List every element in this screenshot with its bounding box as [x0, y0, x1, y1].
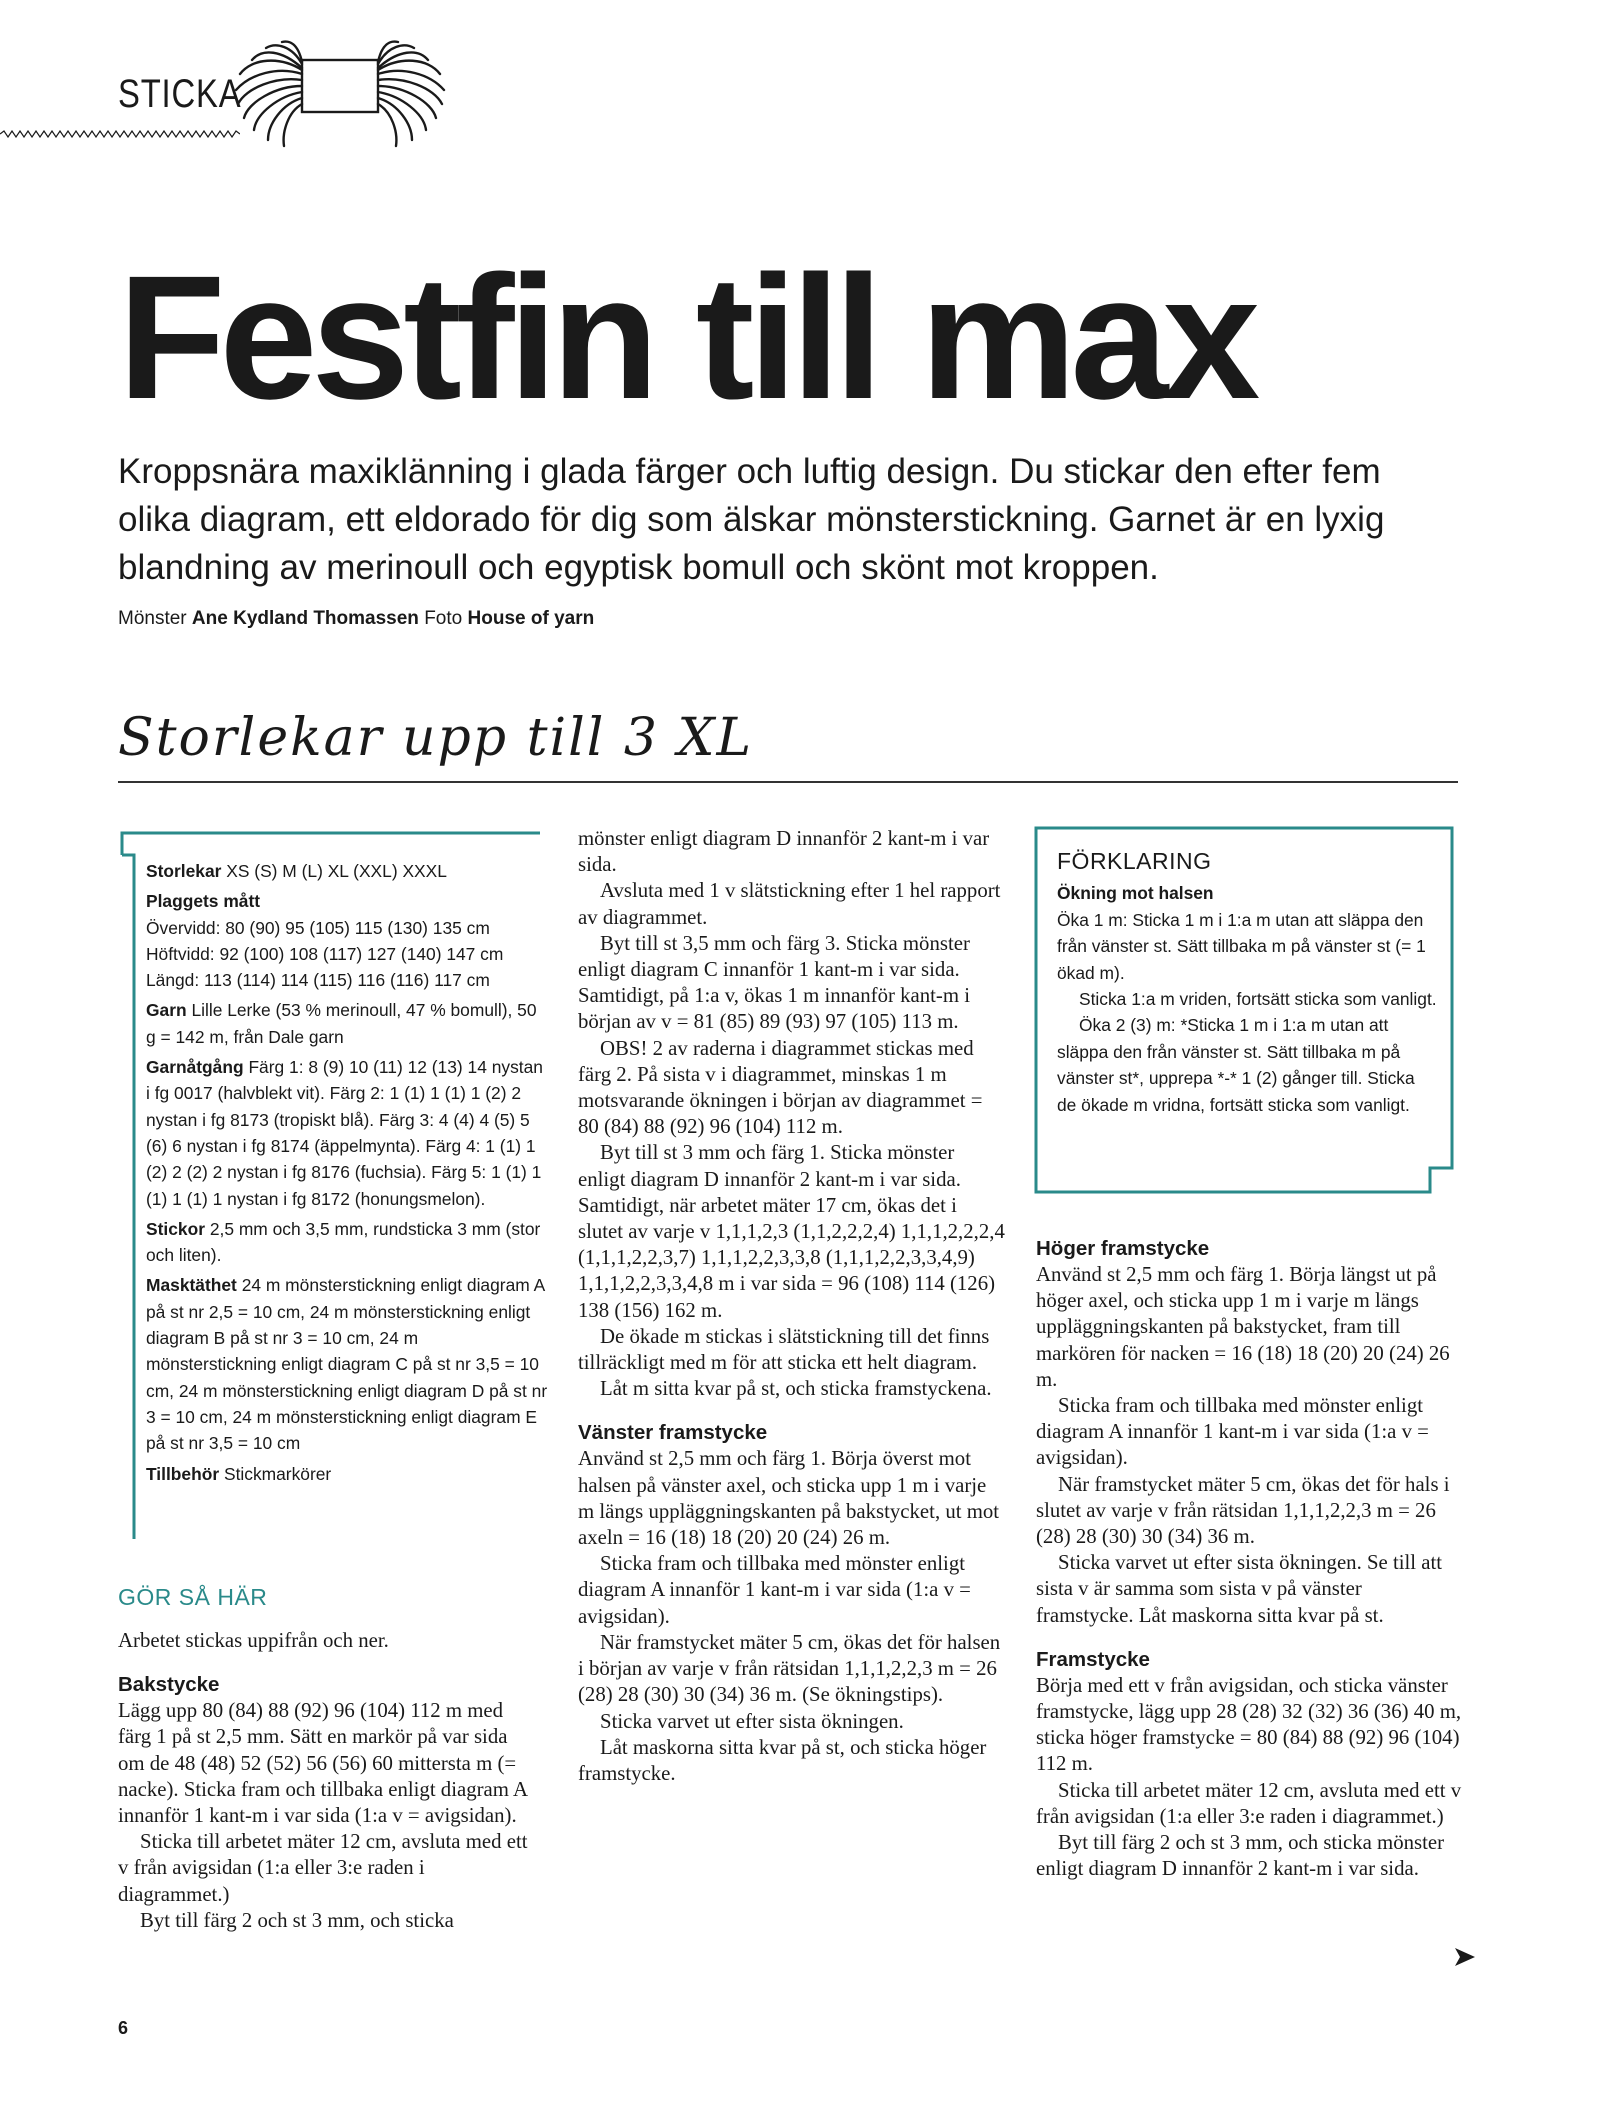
body-paragraph: OBS! 2 av raderna i diagrammet stickas med färg 2. På sista v i diagrammet, minskas 1 m motsvarande ökningen i början av diagrammet = 80 (84) 88 (92) 96 (104) 112 m.: [578, 1036, 983, 1139]
measure-label: Plaggets mått: [146, 891, 261, 912]
page-number: 6: [118, 2018, 129, 2038]
yarn-amount-label: Garnåtgång: [146, 1057, 244, 1078]
column-2-text: [578, 826, 1006, 1787]
designer-name: Ane Kydland Thomassen: [191, 608, 419, 629]
accessories-label: Tillbehör: [146, 1463, 220, 1484]
back-paragraph: Lägg upp 80 (84) 88 (92) 96 (104) 112 m med färg 1 på st 2,5 mm. Sätt en markör på var sida om de 48 (48) 52 (52) 56 (56) 60 mittersta m (= nacke). Sticka fram och tillbaka enligt diagram A innanför 1 kant-m i var sida (1:a v = avigsidan).: [118, 1699, 527, 1828]
body-paragraph: Sticka fram och tillbaka med mönster enligt diagram A innanför 1 kant-m i var sida (1:a v = avigsidan).: [1036, 1394, 1429, 1470]
left-front-heading: Vänster framstycke: [578, 1421, 768, 1445]
body-paragraph: När framstycket mäter 5 cm, ökas det för hals i slutet av varje v från rätsidan 1,1,1,2,2,3 m = 26 (28) 28 (30) 30 (34) 36 m.: [1036, 1472, 1450, 1549]
measure-length: Längd: 113 (114) 114 (115) 116 (116) 117 cm: [146, 970, 490, 991]
body-paragraph: Använd st 2,5 mm och färg 1. Börja överst mot halsen på vänster axel, och sticka upp 1 m i varje m längs uppläggningskanten på bakstycket, ut mot axeln = 16 (18) 18 (20) 20 (24) 26 m.: [578, 1447, 1000, 1550]
body-paragraph: mönster enligt diagram D innanför 2 kant-m i var sida.: [578, 827, 990, 877]
needles-value: 2,5 mm och 3,5 mm, rundsticka 3 mm (stor och liten).: [146, 1218, 541, 1266]
column-3-text: [1036, 1236, 1464, 1882]
measure-hip: Höftvidd: 92 (100) 108 (117) 127 (140) 147 cm: [146, 943, 504, 964]
explanation-box: [1057, 848, 1437, 1118]
yarn-amount-value: Färg 1: 8 (9) 10 (11) 12 (13) 14 nystan i fg 0017 (halvblekt vit). Färg 2: 1 (1) 1 (1) 1 (2) 2 nystan i fg 8173 (tropiskt blå). Färg 3: 4 (4) 4 (5) 5 (6) 6 nystan i fg 8174 (äppelmynta). Färg 4: 1 (1) 1 (2) 2 (2) 2 nystan i fg 8176 (fuchsia). Färg 5: 1 (1) 1 (1) 1 (1) 1 nystan i fg 8172 (honungsmelon).: [146, 1057, 543, 1209]
explanation-heading: FÖRKLARING: [1057, 848, 1212, 874]
gauge-label: Masktäthet: [146, 1275, 237, 1296]
specs-list: [146, 858, 551, 1491]
body-paragraph: Sticka fram och tillbaka med mönster enligt diagram A innanför 1 kant-m i var sida (1:a v = avigsidan).: [578, 1552, 971, 1628]
credits: [118, 608, 594, 630]
body-paragraph: Använd st 2,5 mm och färg 1. Börja längst ut på höger axel, och sticka upp 1 m i varje m längs uppläggningskanten på bakstycket, fram till markören för nacken = 16 (18) 18 (20) 20 (24) 26 m.: [1036, 1263, 1450, 1391]
body-paragraph: De ökade m stickas i slätstickning till det finns tillräckligt med m för att sticka ett helt diagram.: [578, 1324, 990, 1375]
body-paragraph: När framstycket mäter 5 cm, ökas det för halsen i början av varje v från rätsidan 1,1,1,2,2,3 m = 26 (28) 28 (30) 30 (34) 36 m. (Se ökningstips).: [578, 1630, 1001, 1707]
lead-paragraph: Kroppsnära maxiklänning i glada färger och luftig design. Du stickar den efter fem olika diagram, ett eldorado för dig som älskar mönsterstickning. Garnet är en lyxig blandning av merinoull och egyptisk bomull och skönt mot kroppen.: [118, 452, 1385, 587]
explanation-text: Sticka 1:a m vriden, fortsätt sticka som vanligt.: [1079, 989, 1437, 1010]
section-label: STICKA: [118, 72, 242, 116]
intro-text: Arbetet stickas uppifrån och ner.: [118, 1629, 389, 1652]
column-1-text: [118, 1628, 538, 1934]
body-paragraph: Sticka till arbetet mäter 12 cm, avsluta med ett v från avigsidan (1:a eller 3:e raden i diagrammet.): [1036, 1778, 1462, 1828]
right-front-heading: Höger framstycke: [1036, 1237, 1210, 1260]
body-paragraph: Byt till st 3 mm och färg 1. Sticka mönster enligt diagram D innanför 2 kant-m i var sida. Samtidigt, när arbetet mäter 17 cm, ökas det i slutet av varje v 1,1,1,2,3 (1,1,2,2,2,4) 1,1,1,2,2,2,4 (1,1,1,2,2,3,7) 1,1,1,2,2,3,3,8 (1,1,1,2,2,3,3,4,9) 1,1,1,2,2,3,3,4,8 m i var sida = 96 (108) 114 (126) 138 (156) 162 m.: [578, 1141, 1005, 1322]
measure-chest: Övervidd: 80 (90) 95 (105) 115 (130) 135 cm: [146, 917, 490, 938]
how-to-heading: GÖR SÅ HÄR: [118, 1584, 268, 1610]
body-paragraph: Byt till st 3,5 mm och färg 3. Sticka mönster enligt diagram C innanför 1 kant-m i var sida. Samtidigt, på 1:a v, ökas 1 m innanför kant-m i början av v = 81 (85) 89 (93) 97 (105) 113 m.: [578, 931, 970, 1034]
needles-label: Stickor: [146, 1218, 205, 1239]
yarn-label: Garn: [146, 1000, 187, 1021]
front-heading: Framstycke: [1036, 1647, 1150, 1671]
explanation-subheading: Ökning mot halsen: [1057, 883, 1214, 904]
divider: [118, 781, 1458, 783]
page-title: Festfin till max: [118, 240, 1255, 436]
yarn-value: Lille Lerke (53 % merinoull, 47 % bomull), 50 g = 142 m, från Dale garn: [146, 1000, 537, 1047]
body-paragraph: Låt m sitta kvar på st, och sticka framstyckena.: [600, 1377, 992, 1401]
sizes-value: XS (S) M (L) XL (XXL) XXXL: [226, 861, 447, 881]
photo-label: Foto: [424, 608, 463, 629]
photographer-name: House of yarn: [467, 608, 595, 629]
zigzag-divider: [0, 130, 240, 138]
sizes-label: Storlekar: [146, 861, 222, 881]
section-subhead: Storlekar upp till 3 XL: [118, 708, 754, 768]
body-paragraph: Börja med ett v från avigsidan, och sticka vänster framstycke, lägg upp 28 (28) 32 (32) 36 (36) 40 m, sticka höger framstycke = 80 (84) 88 (92) 96 (104) 112 m.: [1036, 1673, 1462, 1776]
body-paragraph: Byt till färg 2 och st 3 mm, och sticka mönster enligt diagram D innanför 2 kant-m i var sida.: [1036, 1831, 1445, 1881]
gauge-value: 24 m mönsterstickning enligt diagram A på st nr 2,5 = 10 cm, 24 m mönsterstickning enligt diagram B på st nr 3 = 10 cm, 24 m mönsterstickning enligt diagram C på st nr 3,5 = 10 cm, 24 m mönsterstickning enligt diagram D på st nr 3 = 10 cm, 24 m mönsterstickning enligt diagram E på st nr 3,5 = 10 cm: [146, 1275, 548, 1454]
accessories-value: Stickmarkörer: [223, 1463, 332, 1484]
body-paragraph: Sticka varvet ut efter sista ökningen. Se till att sista v är samma som sista v på vänster framstycke. Låt maskorna sitta kvar på st.: [1036, 1551, 1443, 1627]
back-paragraph: Sticka till arbetet mäter 12 cm, avsluta med ett v från avigsidan (1:a eller 3:e raden i diagrammet.): [118, 1830, 528, 1906]
back-heading: Bakstycke: [118, 1673, 220, 1697]
back-paragraph: Byt till färg 2 och st 3 mm, och sticka: [140, 1908, 454, 1932]
body-paragraph: Sticka varvet ut efter sista ökningen.: [600, 1709, 904, 1733]
explanation-text: Öka 1 m: Sticka 1 m i 1:a m utan att släppa den från vänster st. Sätt tillbaka m på vänster st (= 1 ökad m).: [1057, 909, 1426, 983]
explanation-text: Öka 2 (3) m: *Sticka 1 m i 1:a m utan att släppa den från vänster st. Sätt tillbaka m på vänster st*, upprepa *-* 1 (2) gånger till. Sticka de ökade m vridna, fortsätt sticka som vanligt.: [1057, 1015, 1415, 1115]
body-paragraph: Låt maskorna sitta kvar på st, och sticka höger framstycke.: [578, 1735, 987, 1785]
design-label: Mönster: [118, 608, 187, 629]
yarn-skein-icon: [232, 40, 454, 152]
arrow-right-icon: [1454, 1946, 1476, 1968]
body-paragraph: Avsluta med 1 v slätstickning efter 1 hel rapport av diagrammet.: [578, 879, 1001, 929]
